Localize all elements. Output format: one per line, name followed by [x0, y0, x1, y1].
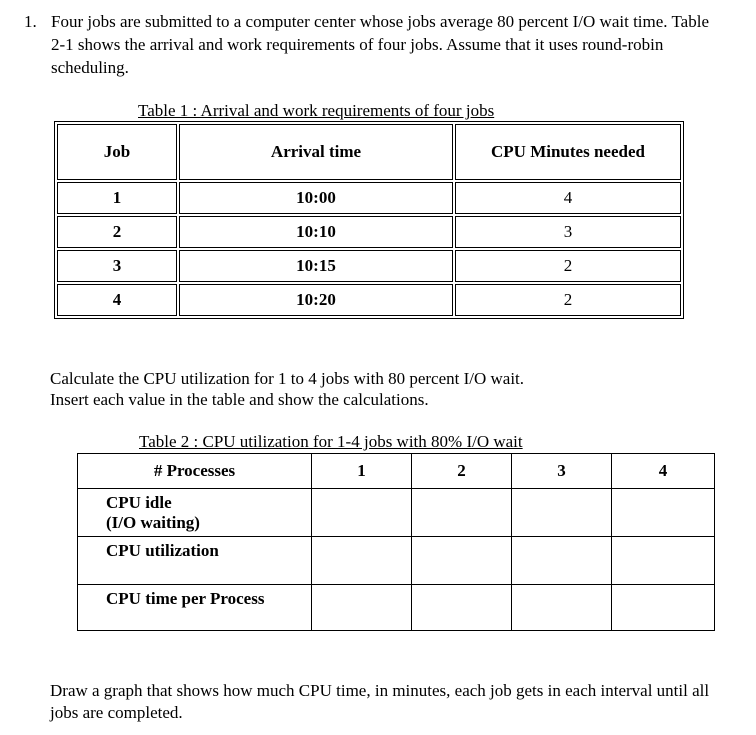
header-job: Job [57, 124, 177, 180]
table2-caption: Table 2 : CPU utilization for 1-4 jobs with 80% I/O wait [139, 432, 523, 451]
header-2: 2 [412, 454, 512, 489]
empty-cell [412, 585, 512, 631]
job-cell: 2 [57, 216, 177, 248]
table-header-row [78, 454, 715, 489]
cpu-utilization-label: CPU utilization [78, 537, 312, 585]
job-cell: 1 [57, 182, 177, 214]
empty-cell [312, 585, 412, 631]
question-text: Four jobs are submitted to a computer center whose jobs average 80 percent I/O wait time. Table 2-1 shows the arrival and work requirements of four jobs. Assume that it uses round-robin scheduling. [51, 12, 709, 77]
arrival-table [54, 121, 684, 319]
table-row [78, 585, 715, 631]
final-instruction: Draw a graph that shows how much CPU time, in minutes, each job gets in each interval until all jobs are completed. [50, 681, 710, 722]
cpu-minutes-cell: 2 [455, 250, 681, 282]
empty-cell [612, 537, 715, 585]
table1-caption: Table 1 : Arrival and work requirements of four jobs [138, 101, 495, 120]
header-4: 4 [612, 454, 715, 489]
empty-cell [412, 537, 512, 585]
instructions [50, 368, 524, 410]
header-cpu-minutes: CPU Minutes needed [455, 124, 681, 180]
table-row [78, 537, 715, 585]
cpu-idle-label [78, 489, 312, 537]
header-1: 1 [312, 454, 412, 489]
table-row [78, 489, 715, 537]
header-3: 3 [512, 454, 612, 489]
header-processes: # Processes [78, 454, 312, 489]
arrival-cell: 10:20 [179, 284, 453, 316]
cpu-minutes-cell: 3 [455, 216, 681, 248]
table-row [57, 250, 681, 282]
empty-cell [512, 585, 612, 631]
empty-cell [612, 489, 715, 537]
table-header-row [57, 124, 681, 180]
empty-cell [612, 585, 715, 631]
empty-cell [412, 489, 512, 537]
cpu-minutes-cell: 2 [455, 284, 681, 316]
empty-cell [512, 537, 612, 585]
question-number: 1. [24, 12, 37, 31]
utilization-table [77, 453, 715, 631]
header-arrival-time: Arrival time [179, 124, 453, 180]
cpu-idle-line-2: (I/O waiting) [106, 513, 200, 532]
job-cell: 3 [57, 250, 177, 282]
table-row [57, 216, 681, 248]
job-cell: 4 [57, 284, 177, 316]
table-row [57, 182, 681, 214]
instruction-line-2: Insert each value in the table and show the calculations. [50, 390, 429, 409]
cpu-time-per-process-label: CPU time per Process [78, 585, 312, 631]
arrival-cell: 10:00 [179, 182, 453, 214]
empty-cell [312, 537, 412, 585]
arrival-cell: 10:10 [179, 216, 453, 248]
instruction-line-1: Calculate the CPU utilization for 1 to 4 jobs with 80 percent I/O wait. [50, 369, 525, 388]
empty-cell [312, 489, 412, 537]
empty-cell [512, 489, 612, 537]
cpu-minutes-cell: 4 [455, 182, 681, 214]
arrival-cell: 10:15 [179, 250, 453, 282]
table-row [57, 284, 681, 316]
cpu-idle-line-1: CPU idle [106, 493, 172, 512]
